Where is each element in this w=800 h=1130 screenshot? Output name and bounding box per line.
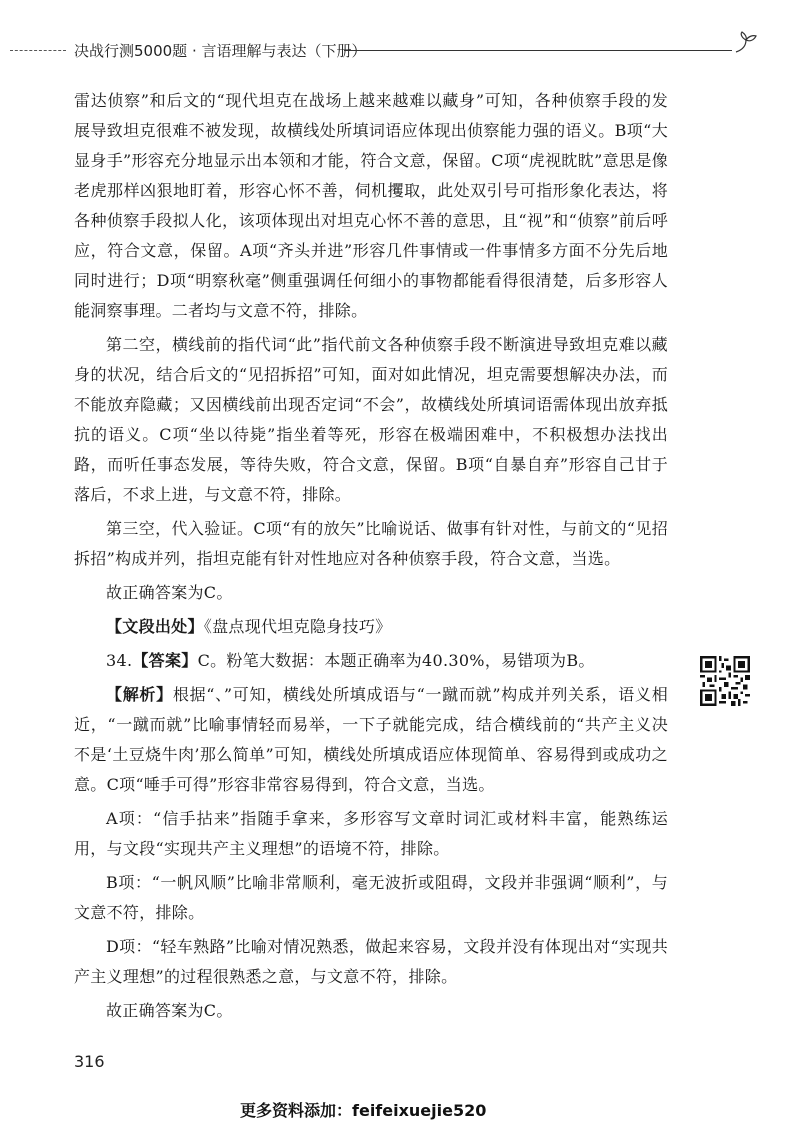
header-title: 决战行测5000题 · 言语理解与表达（下册）: [74, 42, 367, 60]
paragraph-second-blank: 第二空，横线前的指代词“此”指代前文各种侦察手段不断演进导致坦克难以藏身的状况，结合后文的“见招拆招”可知，面对如此情况，坦克需要想解决办法，而不能放弃隐藏；又因横线前出现否定词“不会”，故横线处所填词语需体现出放弃抵抗的语义。C项“坐以待毙”指坐着等死，形容在极端困难中，不积极想办法找出路，而听任事态发展，等待失败，符合文意，保留。B项“自暴自弃”形容自己甘于落后，不求上进，与文意不符，排除。: [74, 335, 668, 504]
page-header: [0, 30, 800, 70]
option-a-paragraph: A项：“信手拈来”指随手拿来，多形容写文章时词汇或材料丰富，能熟练运用，与文段“实现共产主义理想”的语境不符，排除。: [74, 809, 668, 858]
source-line: [74, 612, 668, 642]
paragraph-first-blank-continued: 雷达侦察”和后文的“现代坦克在战场上越来越难以藏身”可知，各种侦察手段的发展导致坦克很难不被发现，故横线处所填词语应体现出侦察能力强的语义。B项“大显身手”形容充分地显示出本领和才能，符合文意，保留。C项“虎视眈眈”意思是像老虎那样凶狠地盯着，形容心怀不善，伺机攫取，此处双引号可指形象化表达，将各种侦察手段拟人化，该项体现出对坦克心怀不善的意思，且“视”和“侦察”前后呼应，符合文意，保留。A项“齐头并进”形容几件事情或一件事情多方面不分先后地同时进行；D项“明察秋毫”侧重强调任何细小的事物都能看得很清楚，后多形容人能洞察事理。二者均与文意不符，排除。: [74, 91, 668, 320]
conclusion-statement: 故正确答案为C。: [106, 1001, 233, 1020]
answer-statement: 故正确答案为C。: [106, 583, 233, 602]
qr-code-icon[interactable]: [700, 656, 750, 706]
analysis-text: 根据“、”可知，横线处所填成语与“一蹴而就”构成并列关系，语义相近，“一蹴而就”比喻事情轻而易举，一下子就能完成，结合横线前的“共产主义决不是‘土豆烧牛肉’那么简单”可知，横线处所填成语应体现简单、容易得到或成功之意。C项“唾手可得”形容非常容易得到，符合文意，当选。: [74, 685, 668, 794]
analysis-paragraph: [74, 680, 668, 800]
analysis-label: 【解析】: [106, 685, 173, 704]
question-number: 34.: [106, 651, 133, 670]
answer-text: C。粉笔大数据：本题正确率为40.30%，易错项为B。: [197, 651, 595, 670]
footer-note: 更多资料添加：feifeixuejie520: [240, 1101, 487, 1120]
main-content: [74, 86, 668, 1030]
answer-label: 【答案】: [132, 651, 198, 670]
option-b-paragraph: B项：“一帆风顺”比喻非常顺利，毫无波折或阻碍，文段并非强调“顺利”，与文意不符，排除。: [74, 873, 668, 922]
paragraph-third-blank: 第三空，代入验证。C项“有的放矢”比喻说话、做事有针对性，与前文的“见招拆招”构成并列，指坦克能有针对性地应对各种侦察手段，符合文意，当选。: [74, 519, 668, 568]
option-d-paragraph: D项：“轻车熟路”比喻对情况熟悉，做起来容易，文段并没有体现出对“实现共产主义理想”的过程很熟悉之意，与文意不符，排除。: [74, 937, 668, 986]
source-text: 《盘点现代坦克隐身技巧》: [203, 617, 392, 636]
source-label: 【文段出处】: [106, 617, 204, 636]
question-answer-line: [74, 646, 668, 676]
page-number: 316: [74, 1052, 105, 1071]
leaf-icon: [732, 30, 758, 56]
header-dash-line: [10, 50, 66, 51]
header-rule: [344, 50, 732, 51]
